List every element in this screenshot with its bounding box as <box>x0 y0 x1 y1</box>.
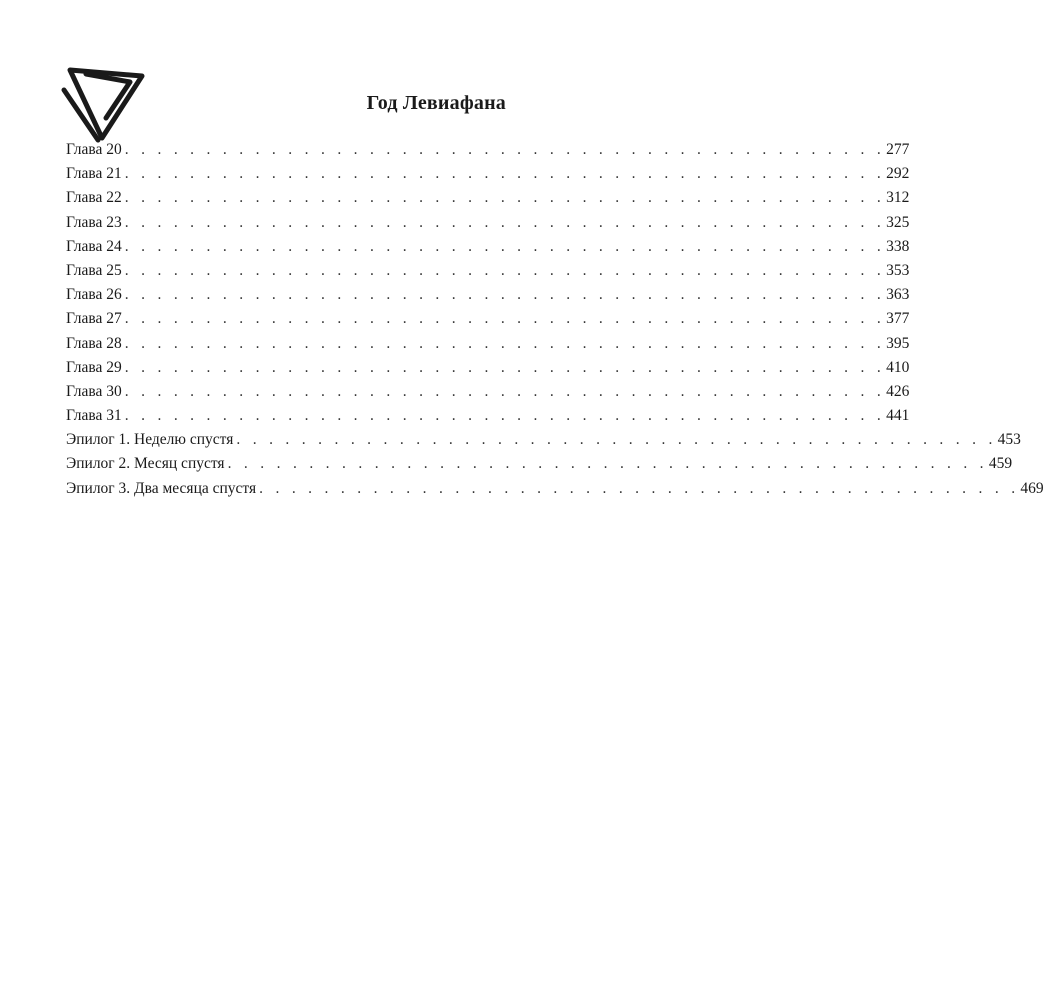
toc-entry[interactable] <box>66 428 1021 452</box>
toc-entry-title: Эпилог 1. Неделю спустя <box>66 431 234 449</box>
toc-entry-title: Глава 23 <box>66 213 122 231</box>
toc-entry-title: Глава 25 <box>66 261 122 279</box>
toc-dot-leader: . . . . . . . . . . . . . . . . . . . . . . . . . . . . . . . . . . . . . . . . . . . . . . . <box>124 358 886 376</box>
toc-entry-page: 277 <box>886 141 910 158</box>
toc-entry-page: 377 <box>886 310 910 328</box>
toc-entry-title: Глава 21 <box>66 165 122 183</box>
toc-entry-title: Глава 28 <box>66 334 122 352</box>
toc-entry-title: Эпилог 3. Два месяца спустя <box>66 479 257 497</box>
toc-entry[interactable] <box>66 211 910 235</box>
toc-entry[interactable] <box>66 380 910 404</box>
toc-dot-leader: . . . . . . . . . . . . . . . . . . . . . . . . . . . . . . . . . . . . . . . . . . . . . . . <box>124 165 886 183</box>
toc-dot-leader: . . . . . . . . . . . . . . . . . . . . . . . . . . . . . . . . . . . . . . . . . . . . . . . <box>227 455 988 473</box>
toc-entry[interactable] <box>66 452 1013 476</box>
toc-dot-leader: . . . . . . . . . . . . . . . . . . . . . . . . . . . . . . . . . . . . . . . . . . . . . . . <box>124 334 886 352</box>
toc-dot-leader: . . . . . . . . . . . . . . . . . . . . . . . . . . . . . . . . . . . . . . . . . . . . . . . <box>124 237 886 255</box>
toc-entry-page: 469 <box>1020 479 1044 497</box>
toc-entry-page: 459 <box>988 455 1013 473</box>
toc-entry-page: 363 <box>886 286 910 304</box>
toc-dot-leader: . . . . . . . . . . . . . . . . . . . . . . . . . . . . . . . . . . . . . . . . . . . . . . . <box>236 431 997 449</box>
toc-dot-leader: . . . . . . . . . . . . . . . . . . . . . . . . . . . . . . . . . . . . . . . . . . . . . . . <box>124 407 886 425</box>
toc-entry[interactable] <box>66 477 1044 501</box>
toc-entry-page: 426 <box>886 382 910 400</box>
page-header-book-title: Год Левиафана <box>366 92 506 114</box>
toc-entry-title: Глава 29 <box>66 358 122 376</box>
toc-dot-leader: . . . . . . . . . . . . . . . . . . . . . . . . . . . . . . . . . . . . . . . . . . . . . . . <box>124 310 886 328</box>
toc-entry-title: Глава 24 <box>66 237 122 255</box>
toc-entry-page: 353 <box>886 261 910 279</box>
toc-entry[interactable] <box>66 356 910 380</box>
toc-entry[interactable] <box>66 138 910 162</box>
toc-entry-page: 453 <box>997 431 1021 449</box>
toc-entry-page: 325 <box>886 213 910 231</box>
toc-entry-title: Глава 30 <box>66 382 122 400</box>
toc-dot-leader: . . . . . . . . . . . . . . . . . . . . . . . . . . . . . . . . . . . . . . . . . . . . . . . <box>124 189 886 207</box>
toc-entry[interactable] <box>66 235 910 259</box>
toc-entry-title: Эпилог 2. Месяц спустя <box>66 455 225 473</box>
toc-dot-leader: . . . . . . . . . . . . . . . . . . . . . . . . . . . . . . . . . . . . . . . . . . . . . . . <box>124 141 886 158</box>
toc-entry-title: Глава 31 <box>66 407 122 425</box>
toc-entry[interactable] <box>66 259 910 283</box>
toc-entry-title: Глава 20 <box>66 141 122 158</box>
toc-entry-title: Глава 26 <box>66 286 122 304</box>
toc-entry-page: 338 <box>886 237 910 255</box>
toc-entry[interactable] <box>66 307 910 331</box>
toc-entry[interactable] <box>66 186 910 210</box>
toc-entry-page: 395 <box>886 334 910 352</box>
toc-entry-title: Глава 27 <box>66 310 122 328</box>
table-of-contents <box>66 138 1044 501</box>
toc-entry[interactable] <box>66 162 910 186</box>
toc-entry-title: Глава 22 <box>66 189 122 207</box>
toc-dot-leader: . . . . . . . . . . . . . . . . . . . . . . . . . . . . . . . . . . . . . . . . . . . . . . . <box>124 261 886 279</box>
toc-dot-leader: . . . . . . . . . . . . . . . . . . . . . . . . . . . . . . . . . . . . . . . . . . . . . . . <box>124 213 886 231</box>
toc-dot-leader: . . . . . . . . . . . . . . . . . . . . . . . . . . . . . . . . . . . . . . . . . . . . . . . <box>124 382 886 400</box>
toc-dot-leader: . . . . . . . . . . . . . . . . . . . . . . . . . . . . . . . . . . . . . . . . . . . . . . . <box>124 286 886 304</box>
toc-entry-page: 292 <box>886 165 910 183</box>
toc-entry-page: 312 <box>886 189 910 207</box>
toc-dot-leader: . . . . . . . . . . . . . . . . . . . . . . . . . . . . . . . . . . . . . . . . . . . . . . . <box>259 479 1020 497</box>
toc-entry-page: 410 <box>886 358 910 376</box>
toc-entry-page: 441 <box>886 407 910 425</box>
toc-entry[interactable] <box>66 332 910 356</box>
toc-entry[interactable] <box>66 404 910 428</box>
toc-entry[interactable] <box>66 283 910 307</box>
